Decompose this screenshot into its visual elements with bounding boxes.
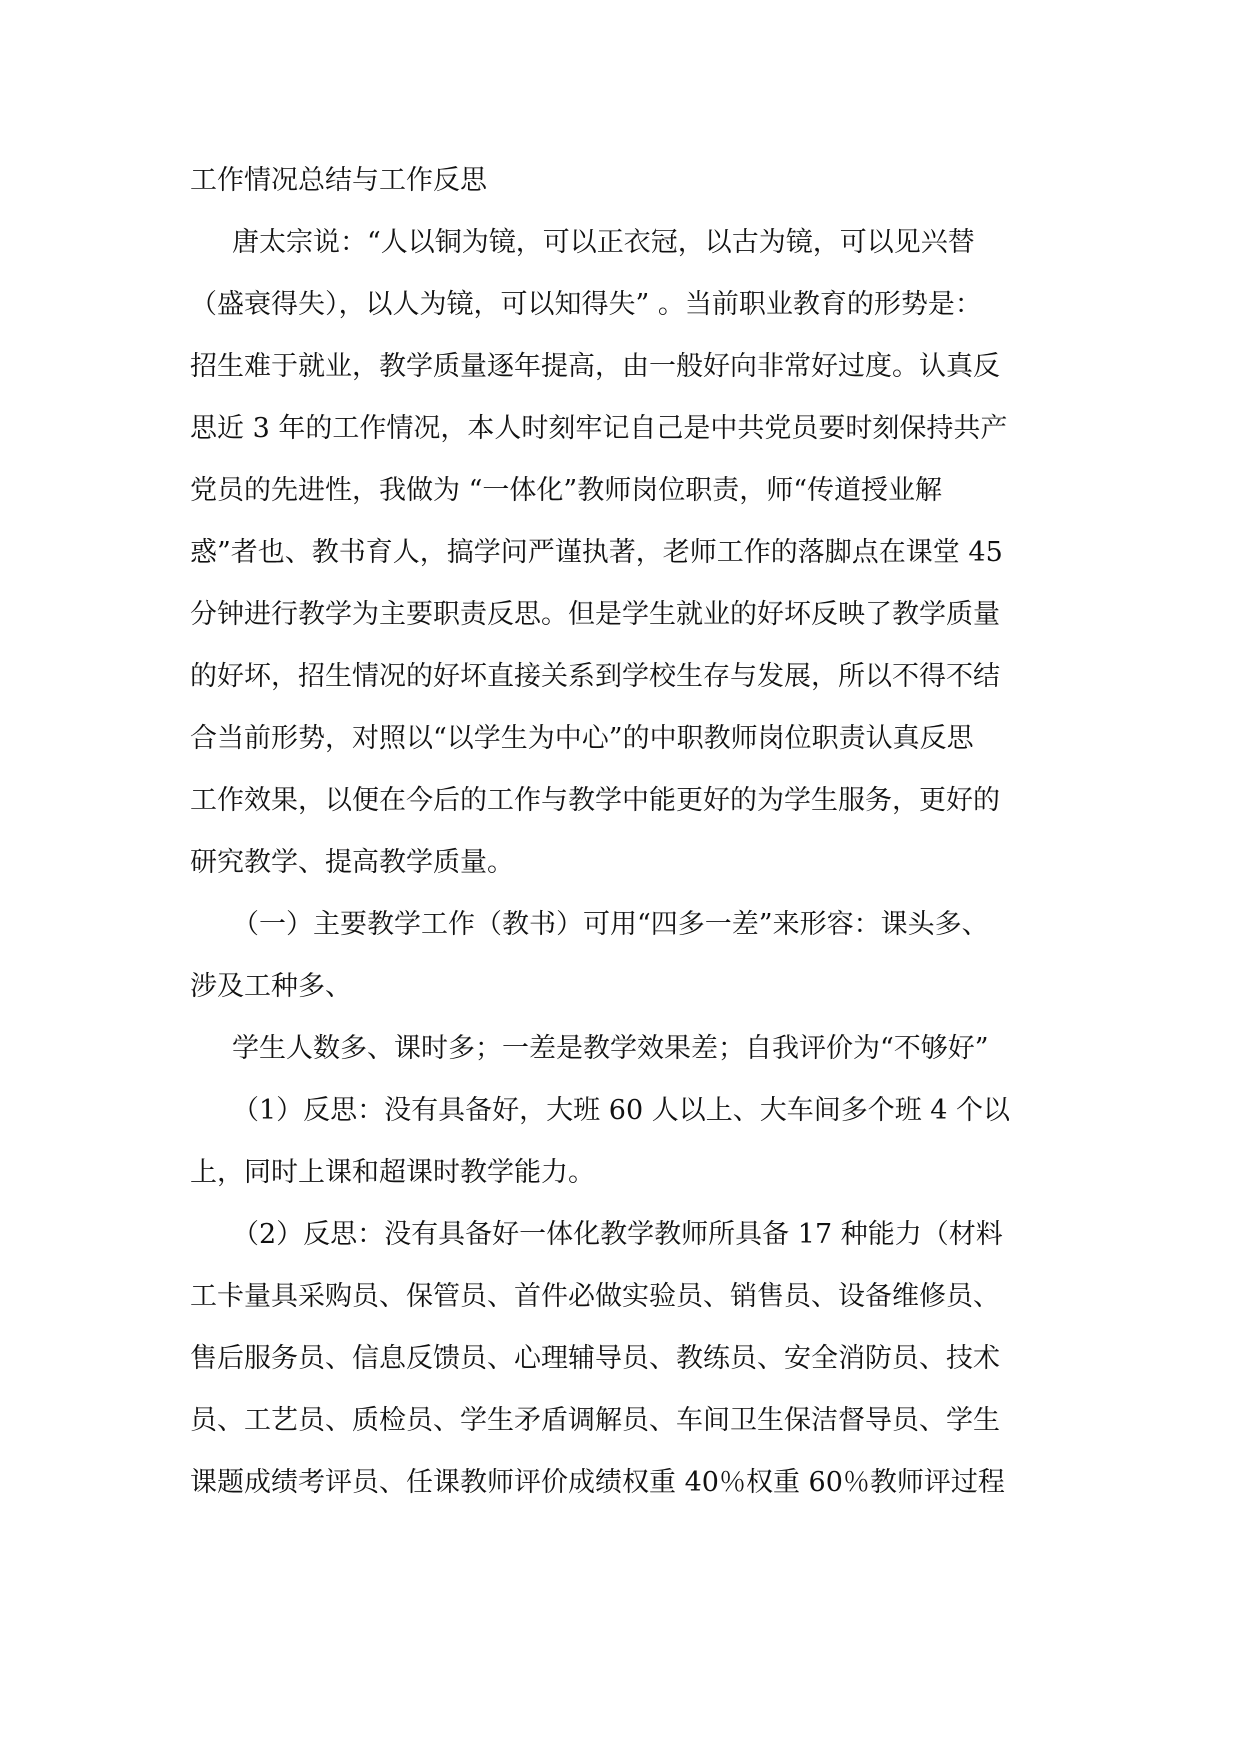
text-line: 党员的先进性，我做为 “一体化”教师岗位职责，师“传道授业解	[190, 475, 942, 506]
text-line: 惑”者也、教书育人，搞学问严谨执著，老师工作的落脚点在课堂 45	[190, 537, 1003, 568]
text-line: 工卡量具采购员、保管员、首件必做实验员、销售员、设备维修员、	[190, 1281, 1000, 1312]
text-line: 的好坏，招生情况的好坏直接关系到学校生存与发展，所以不得不结	[190, 661, 1000, 692]
text-line: 涉及工种多、	[190, 971, 352, 1002]
text-line: （2）反思：没有具备好一体化教学教师所具备 17 种能力（材料	[232, 1219, 1003, 1250]
text-line: 工作效果，以便在今后的工作与教学中能更好的为学生服务，更好的	[190, 785, 1000, 816]
text-line: 上，同时上课和超课时教学能力。	[190, 1157, 595, 1188]
text-line: 员、工艺员、质检员、学生矛盾调解员、车间卫生保洁督导员、学生	[190, 1405, 1000, 1436]
text-line: 研究教学、提高教学质量。	[190, 847, 514, 878]
text-line: 招生难于就业，教学质量逐年提高，由一般好向非常好过度。认真反	[190, 351, 1000, 382]
text-line: （一）主要教学工作（教书）可用“四多一差”来形容：课头多、	[232, 909, 989, 940]
text-line: 课题成绩考评员、任课教师评价成绩权重 40％权重 60％教师评过程	[190, 1467, 1005, 1498]
text-line: 售后服务员、信息反馈员、心理辅导员、教练员、安全消防员、技术	[190, 1343, 1000, 1374]
text-line: 唐太宗说：“人以铜为镜，可以正衣冠，以古为镜，可以见兴替	[232, 227, 975, 258]
text-line: 学生人数多、课时多；一差是教学效果差；自我评价为“不够好”	[232, 1033, 989, 1064]
text-line: 分钟进行教学为主要职责反思。但是学生就业的好坏反映了教学质量	[190, 599, 1000, 630]
text-line: 合当前形势，对照以“以学生为中心”的中职教师岗位职责认真反思	[190, 723, 974, 754]
text-line: 思近 3 年的工作情况，本人时刻牢记自己是中共党员要时刻保持共产	[190, 413, 1008, 444]
document-title: 工作情况总结与工作反思	[190, 165, 487, 196]
text-line: （盛衰得失），以人为镜，可以知得失” 。当前职业教育的形势是：	[190, 289, 982, 320]
text-line: （1）反思：没有具备好，大班 60 人以上、大车间多个班 4 个以	[232, 1095, 1011, 1126]
